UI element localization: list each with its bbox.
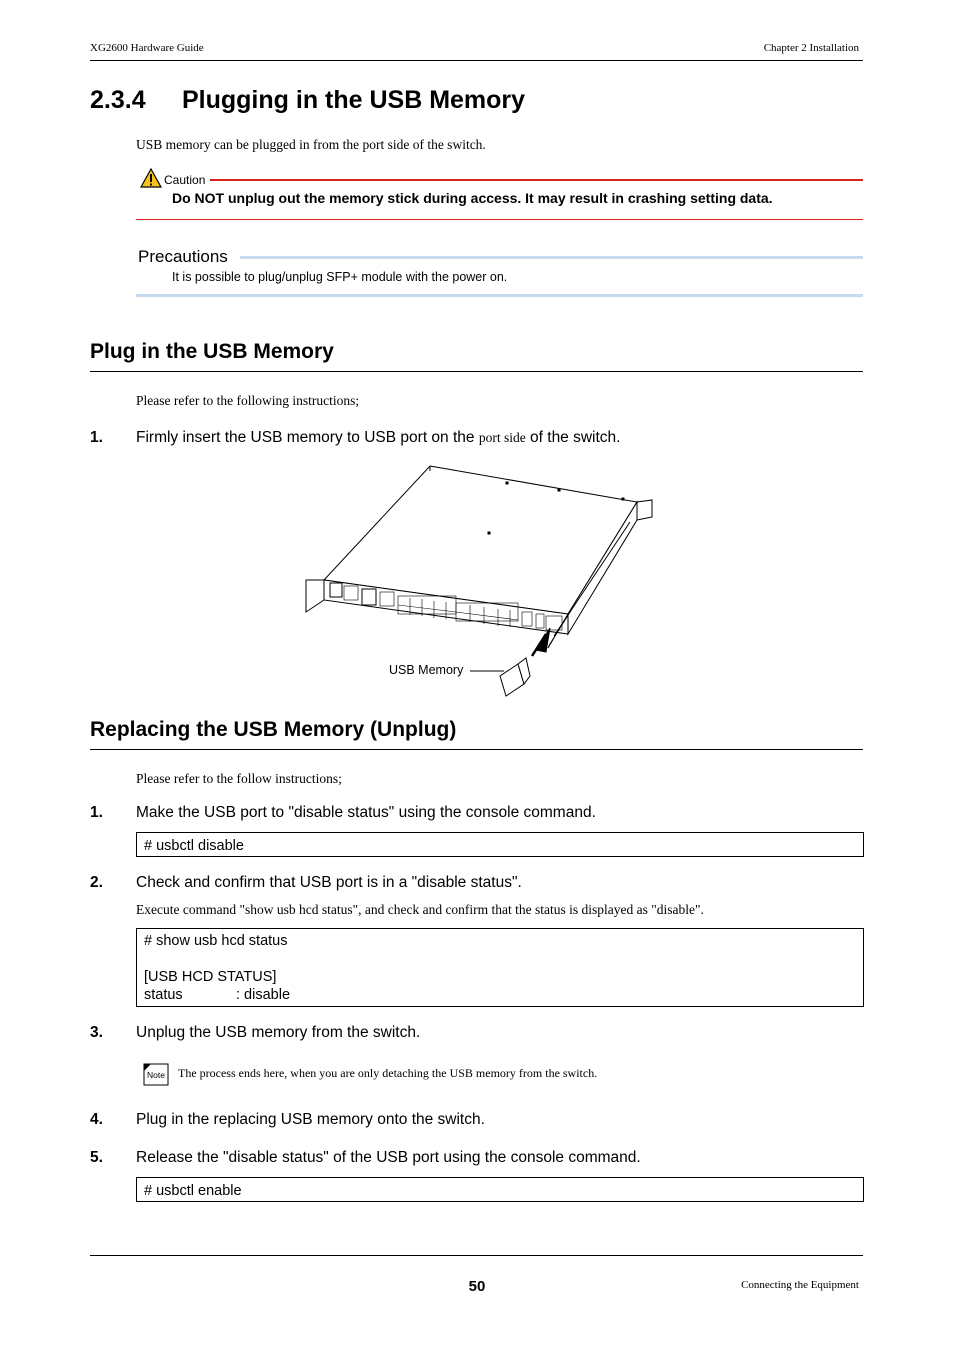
footer-right: Connecting the Equipment — [741, 1279, 859, 1291]
section-title: Plugging in the USB Memory — [182, 86, 526, 114]
replace-step-2-number: 2. — [90, 874, 103, 891]
plug-in-intro: Please refer to the following instructions; — [136, 393, 360, 408]
note-icon — [143, 1060, 169, 1086]
caution-label: Caution — [164, 173, 206, 187]
running-header-left: XG2600 Hardware Guide — [90, 42, 204, 54]
plug-step-1-text: Firmly insert the USB memory to USB port on the port side of the switch. — [136, 429, 621, 446]
replace-step-4-number: 4. — [90, 1111, 103, 1128]
running-header-right: Chapter 2 Installation — [763, 42, 859, 54]
replace-step-3-text: Unplug the USB memory from the switch. — [136, 1024, 421, 1041]
footer-rule — [90, 1255, 863, 1256]
precautions-top-rule — [240, 256, 863, 259]
command-blank-line — [144, 950, 856, 968]
page-number: 50 — [468, 1278, 486, 1295]
replace-step-1-number: 1. — [90, 804, 103, 821]
replace-step-1-text: Make the USB port to "disable status" using the console command. — [136, 804, 596, 821]
note-text: The process ends here, when you are only detaching the USB memory from the switch. — [178, 1066, 598, 1080]
replace-step-5-text: Release the "disable status" of the USB port using the console command. — [136, 1149, 641, 1166]
caution-bottom-rule — [136, 219, 863, 220]
replace-step-3-number: 3. — [90, 1024, 103, 1041]
plug-in-heading: Plug in the USB Memory — [90, 340, 334, 363]
section-intro: USB memory can be plugged in from the port side of the switch. — [136, 137, 486, 152]
header-rule — [90, 60, 863, 61]
command-box-enable — [136, 1177, 864, 1202]
replacing-rule — [90, 749, 863, 750]
precautions-bottom-rule — [136, 294, 863, 297]
svg-text:Note: Note — [147, 1070, 165, 1080]
warning-triangle-icon — [140, 168, 162, 188]
plug-in-rule — [90, 371, 863, 372]
usb-memory-label: USB Memory — [389, 663, 464, 677]
replacing-intro: Please refer to the follow instructions; — [136, 771, 342, 786]
replacing-heading: Replacing the USB Memory (Unplug) — [90, 718, 457, 741]
caution-top-rule — [210, 179, 863, 181]
plug-step-1-number: 1. — [90, 429, 103, 446]
replace-step-2-detail: Execute command "show usb hcd status", and check and confirm that the status is displayed as "disable". — [136, 902, 704, 917]
replace-step-2-text: Check and confirm that USB port is in a "disable status". — [136, 874, 522, 891]
replace-step-5-number: 5. — [90, 1149, 103, 1166]
command-text: # usbctl disable — [144, 838, 244, 854]
section-number: 2.3.4 — [90, 86, 146, 114]
command-output-status: status : disable — [144, 987, 291, 1003]
command-box-disable — [136, 832, 864, 857]
precautions-label: Precautions — [138, 247, 228, 266]
caution-text: Do NOT unplug out the memory stick during access. It may result in crashing setting data. — [172, 190, 773, 206]
switch-usb-illustration — [300, 462, 660, 702]
command-text: # show usb hcd status — [144, 933, 288, 949]
precautions-text: It is possible to plug/unplug SFP+ module with the power on. — [172, 270, 508, 284]
command-box-status — [136, 928, 864, 1007]
command-text: # usbctl enable — [144, 1183, 242, 1199]
replace-step-4-text: Plug in the replacing USB memory onto the switch. — [136, 1111, 485, 1128]
command-output-heading: [USB HCD STATUS] — [144, 969, 277, 985]
